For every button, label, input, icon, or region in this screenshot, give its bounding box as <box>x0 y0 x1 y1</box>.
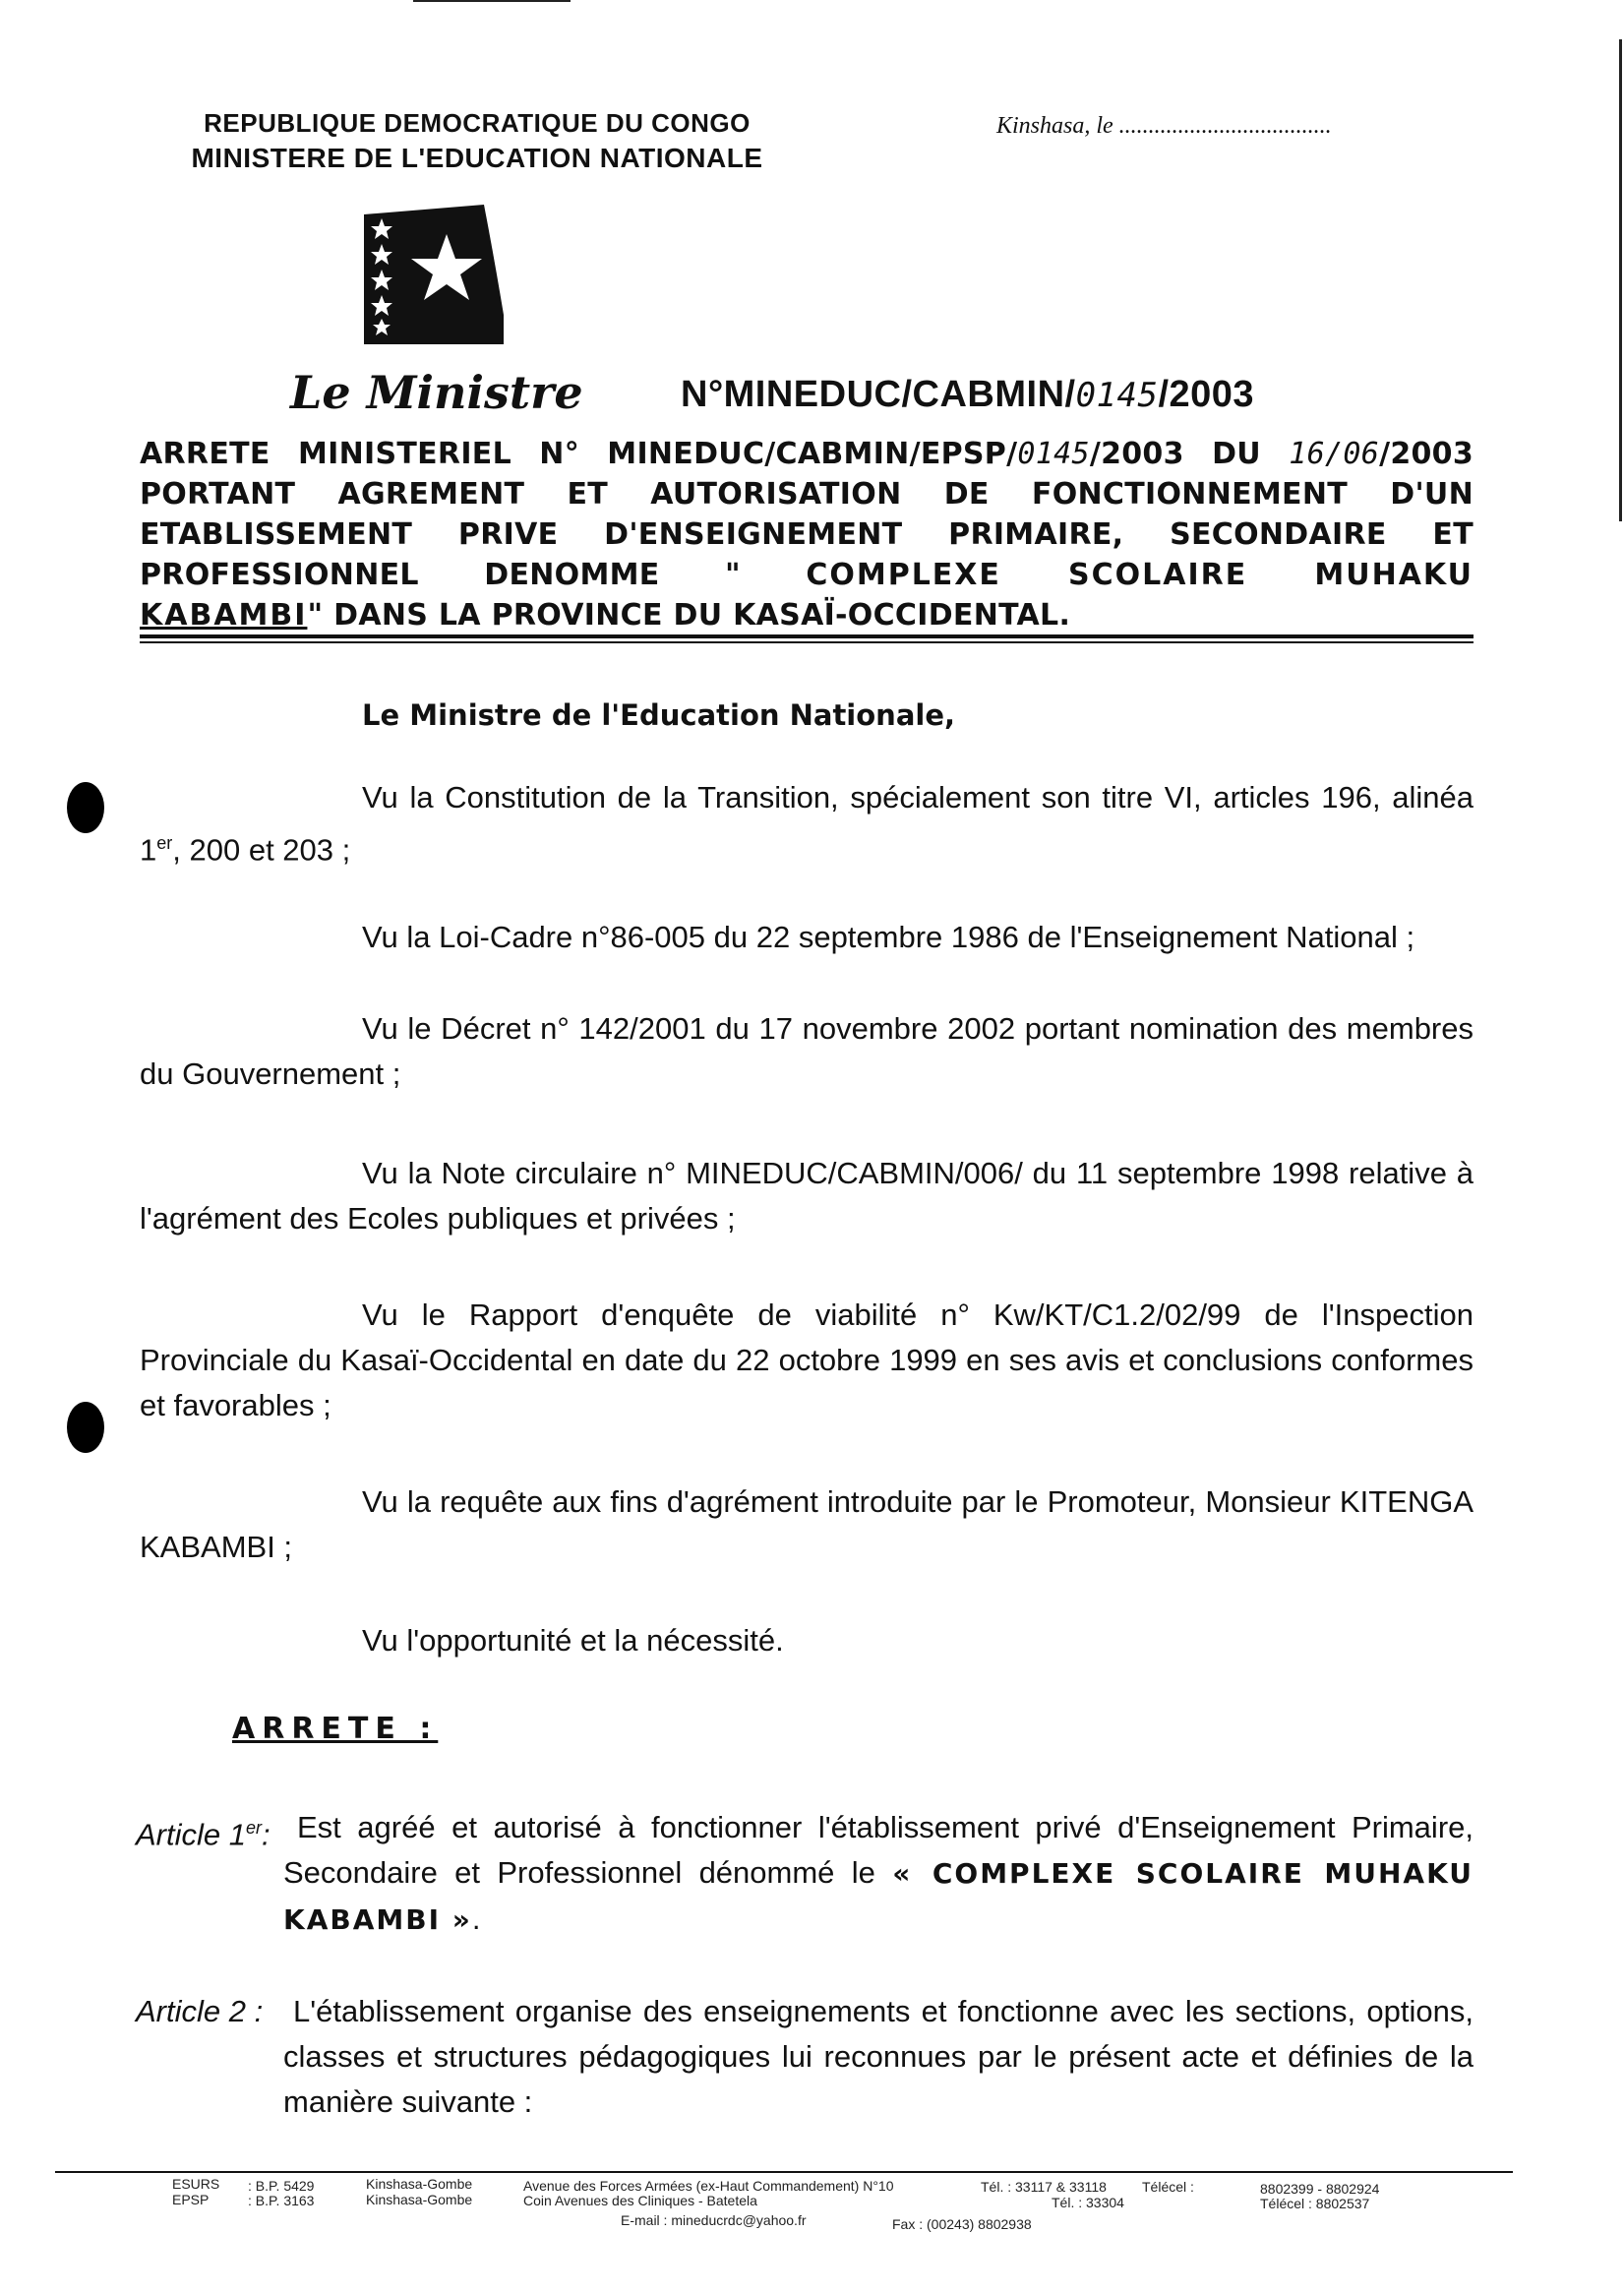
footer-epsp-bp: : B.P. 3163 <box>248 2193 315 2208</box>
footer-esurs-numbers: 8802399 - 8802924 <box>1260 2181 1380 2197</box>
article-2-text: L'établissement organise des enseignements et fonctionne avec les sections, options, classes et structures pédagogiques lui reconnues par le présent acte et définies de la manière suivante : <box>283 1994 1474 2119</box>
place-date-line: Kinshasa, le .................................... <box>996 113 1332 139</box>
decree-title <box>140 434 1474 635</box>
title-line-1: ARRETE MINISTERIEL N° MINEDUC/CABMIN/EPSP/0145/2003 DU 16/06/2003 <box>140 437 1474 471</box>
title-line-4: PROFESSIONNEL DENOMME " COMPLEXE SCOLAIRE MUHAKU <box>140 558 1474 592</box>
reference-suffix: /2003 <box>1158 374 1255 415</box>
footer-epsp-tel: Tél. : 33304 <box>1052 2195 1124 2210</box>
footer-email[interactable]: E-mail : mineducrdc@yahoo.fr <box>621 2212 807 2228</box>
reference-prefix: N°MINEDUC/CABMIN/ <box>681 374 1076 415</box>
arrete-heading: ARRETE : <box>232 1712 439 1746</box>
footer-esurs-tel: Tél. : 33117 & 33118 <box>981 2179 1107 2195</box>
footer-esurs-org: ESURS <box>172 2176 220 2192</box>
footer-esurs-address: Avenue des Forces Armées (ex-Haut Commandement) N°10 <box>523 2178 894 2194</box>
recital-2: Vu la Loi-Cadre n°86-005 du 22 septembre 1986 de l'Enseignement National ; <box>362 920 1415 954</box>
recital-6: Vu la requête aux fins d'agrément introduite par le Promoteur, Monsieur KITENGA KABAMBI ; <box>140 1484 1474 1564</box>
flag-emblem-icon <box>356 197 509 354</box>
recital-5: Vu le Rapport d'enquête de viabilité n° Kw/KT/C1.2/02/99 de l'Inspection Provinciale du Kasaï-Occidental en date du 22 octobre 1999 en ses avis et conclusions conformes et favorables ; <box>140 1297 1474 1422</box>
title-line-5: KABAMBI" DANS LA PROVINCE DU KASAÏ-OCCIDENTAL. <box>140 598 1071 633</box>
country-name: REPUBLIQUE DEMOCRATIQUE DU CONGO <box>204 108 751 138</box>
title-line-2: PORTANT AGREMENT ET AUTORISATION DE FONCTIONNEMENT D'UN <box>140 477 1474 512</box>
article-2-label: Article 2 : <box>136 1994 264 2028</box>
footer-esurs-telecel-label: Télécel : <box>1142 2179 1194 2195</box>
punch-hole-top <box>67 782 104 833</box>
article-1-text: Est agréé et autorisé à fonctionner l'établissement privé d'Enseignement Primaire, Secondaire et Professionnel dénommé le « COMPLEXE SCOLAIRE MUHAKU KABAMBI ». <box>283 1810 1474 1936</box>
scan-edge-right <box>1619 39 1622 521</box>
recital-7: Vu l'opportunité et la nécessité. <box>362 1623 784 1658</box>
footer-fax: Fax : (00243) 8802938 <box>892 2216 1032 2232</box>
ministry-name: MINISTERE DE L'EDUCATION NATIONALE <box>191 143 763 173</box>
recital-4: Vu la Note circulaire n° MINEDUC/CABMIN/006/ du 11 septembre 1998 relative à l'agrément des Ecoles publiques et privées ; <box>140 1156 1474 1236</box>
reference-handwritten: 0145 <box>1075 376 1159 415</box>
footer-esurs-bp: : B.P. 5429 <box>248 2178 315 2194</box>
recital-1: Vu la Constitution de la Transition, spécialement son titre VI, articles 196, alinéa 1er, 200 et 203 ; <box>140 780 1474 868</box>
footer-esurs-city: Kinshasa-Gombe <box>366 2176 473 2192</box>
title-line-3: ETABLISSEMENT PRIVE D'ENSEIGNEMENT PRIMAIRE, SECONDAIRE ET <box>140 517 1474 552</box>
footer-epsp-telecel: Télécel : 8802537 <box>1260 2196 1370 2211</box>
salutation: Le Ministre de l'Education Nationale, <box>362 698 956 732</box>
footer-epsp-address: Coin Avenues des Cliniques - Batetela <box>523 2193 757 2208</box>
footer-rule <box>55 2171 1513 2173</box>
title-rule-thin <box>140 641 1474 643</box>
footer-epsp-org: EPSP <box>172 2192 210 2207</box>
article-1-label: Article 1er: <box>136 1817 271 1852</box>
scan-mark-top <box>413 0 571 2</box>
reference-number <box>681 374 1254 416</box>
footer-epsp-city: Kinshasa-Gombe <box>366 2192 473 2207</box>
recital-3: Vu le Décret n° 142/2001 du 17 novembre 2002 portant nomination des membres du Gouvernement ; <box>140 1011 1474 1091</box>
title-rule-thick <box>140 634 1474 638</box>
punch-hole-bottom <box>67 1402 104 1453</box>
signatory-title: Le Ministre <box>290 366 583 419</box>
